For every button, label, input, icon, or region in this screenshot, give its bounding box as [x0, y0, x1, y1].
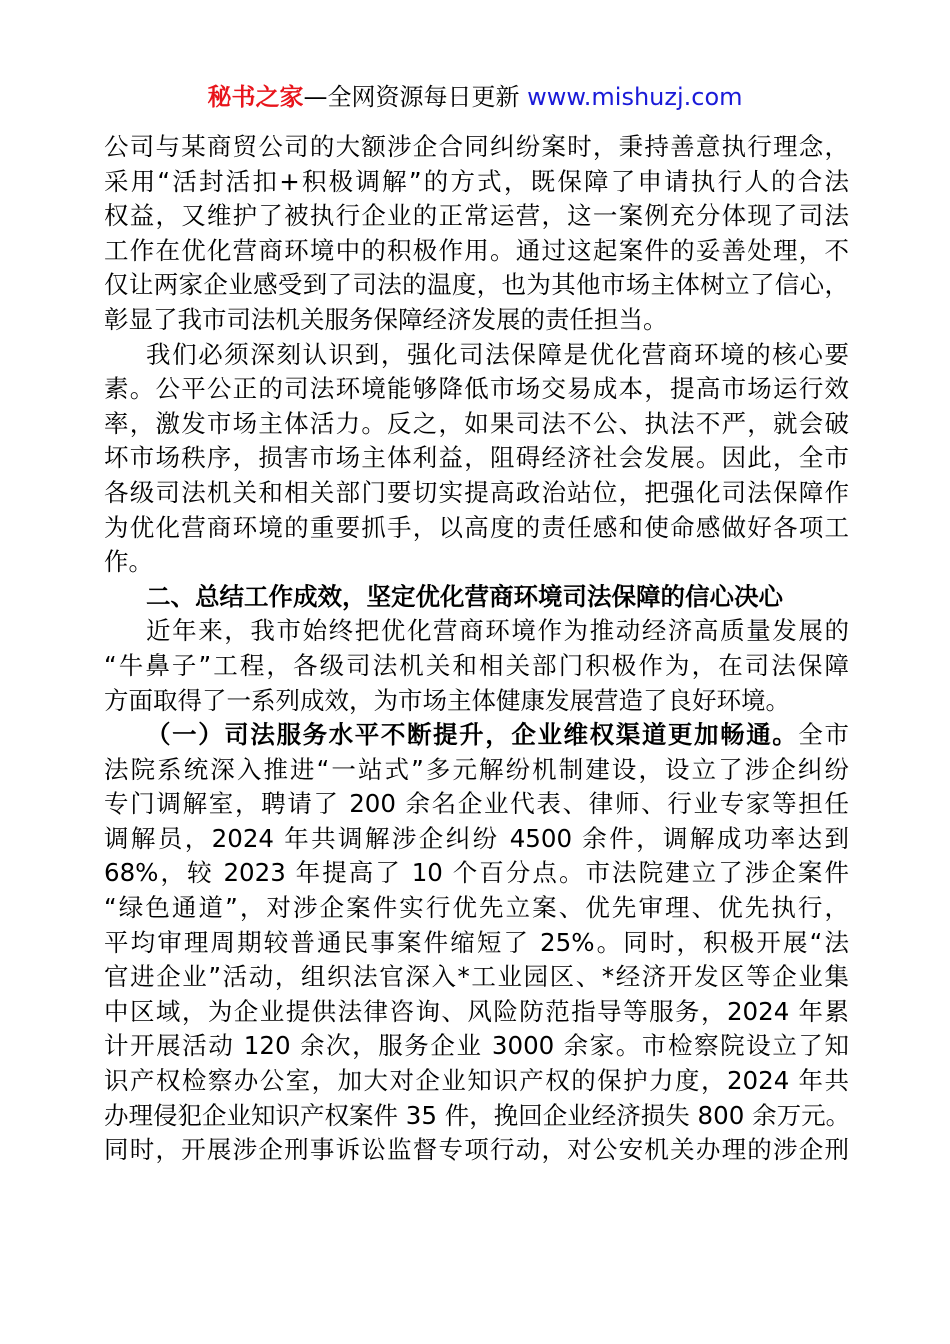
text-line: 办理侵犯企业知识产权案件 35 件，挽回企业经济损失 800 余万元。	[104, 1100, 851, 1130]
text-line: 专门调解室，聘请了 200 余名企业代表、律师、行业专家等担任	[104, 789, 849, 819]
text-line: 调解员，2024 年共调解涉企纠纷 4500 余件，调解成功率达到	[104, 823, 849, 853]
paragraph-1	[104, 130, 849, 338]
text-line: 近年来，我市始终把优化营商环境作为推动经济高质量发展的	[146, 616, 849, 646]
text-line: 官进企业”活动，组织法官深入*工业园区、*经济开发区等企业集	[104, 962, 849, 992]
text-run: 全市	[798, 720, 850, 750]
text-line: 作。	[104, 547, 153, 577]
text-line: 素。公平公正的司法环境能够降低市场交易成本，提高市场运行效	[104, 374, 849, 404]
text-line: 平均审理周期较普通民事案件缩短了 25%。同时，积极开展“法	[104, 927, 849, 957]
subsection-heading: （一）司法服务水平不断提升，企业维权渠道更加畅通。	[146, 720, 799, 750]
text-line: 同时，开展涉企刑事诉讼监督专项行动，对公安机关办理的涉企刑	[104, 1135, 849, 1165]
paragraph-2	[104, 338, 849, 580]
header-tagline: —全网资源每日更新	[303, 83, 528, 111]
page-header	[0, 80, 950, 114]
text-line: “牛鼻子”工程，各级司法机关和相关部门积极作为，在司法保障	[104, 650, 849, 680]
text-line: “绿色通道”，对涉企案件实行优先立案、优先审理、优先执行，	[104, 893, 849, 923]
text-line: 仅让两家企业感受到了司法的温度，也为其他市场主体树立了信心，	[104, 270, 849, 300]
text-line: 坏市场秩序，损害市场主体利益，阻碍经济社会发展。因此，全市	[104, 443, 849, 473]
text-line: 我们必须深刻认识到，强化司法保障是优化营商环境的核心要	[146, 339, 849, 369]
text-line: 法院系统深入推进“一站式”多元解纷机制建设，设立了涉企纠纷	[104, 754, 849, 784]
paragraph-3	[104, 614, 849, 718]
text-line: 公司与某商贸公司的大额涉企合同纠纷案时，秉持善意执行理念，	[104, 132, 849, 161]
text-line: 率，激发市场主体活力。反之，如果司法不公、执法不严，就会破	[104, 408, 849, 438]
text-line: 各级司法机关和相关部门要切实提高政治站位，把强化司法保障作	[104, 477, 849, 507]
text-line: 采用“活封活扣+积极调解”的方式，既保障了申请执行人的合法	[104, 166, 849, 196]
document-body	[104, 130, 849, 1168]
section-heading: 二、总结工作成效，坚定优化营商环境司法保障的信心决心	[146, 581, 783, 611]
text-line: 识产权检察办公室，加大对企业知识产权的保护力度，2024 年共	[104, 1066, 849, 1096]
text-line: 中区域，为企业提供法律咨询、风险防范指导等服务，2024 年累	[104, 996, 849, 1026]
text-line: 工作在优化营商环境中的积极作用。通过这起案件的妥善处理，不	[104, 235, 849, 265]
text-line: 为优化营商环境的重要抓手，以高度的责任感和使命感做好各项工	[104, 512, 849, 542]
text-line: 彰显了我市司法机关服务保障经济发展的责任担当。	[104, 304, 668, 334]
paragraph-4	[104, 718, 849, 1168]
text-line: 权益，又维护了被执行企业的正常运营，这一案例充分体现了司法	[104, 201, 849, 231]
site-link[interactable]: www.mishuzj.com	[527, 83, 743, 111]
text-line: 68%，较 2023 年提高了 10 个百分点。市法院建立了涉企案件	[104, 858, 849, 888]
brand-name: 秘书之家	[207, 83, 304, 111]
text-line	[104, 718, 849, 753]
text-line: 计开展活动 120 余次，服务企业 3000 余家。市检察院设立了知	[104, 1031, 849, 1061]
text-line: 方面取得了一系列成效，为市场主体健康发展营造了良好环境。	[104, 685, 790, 715]
